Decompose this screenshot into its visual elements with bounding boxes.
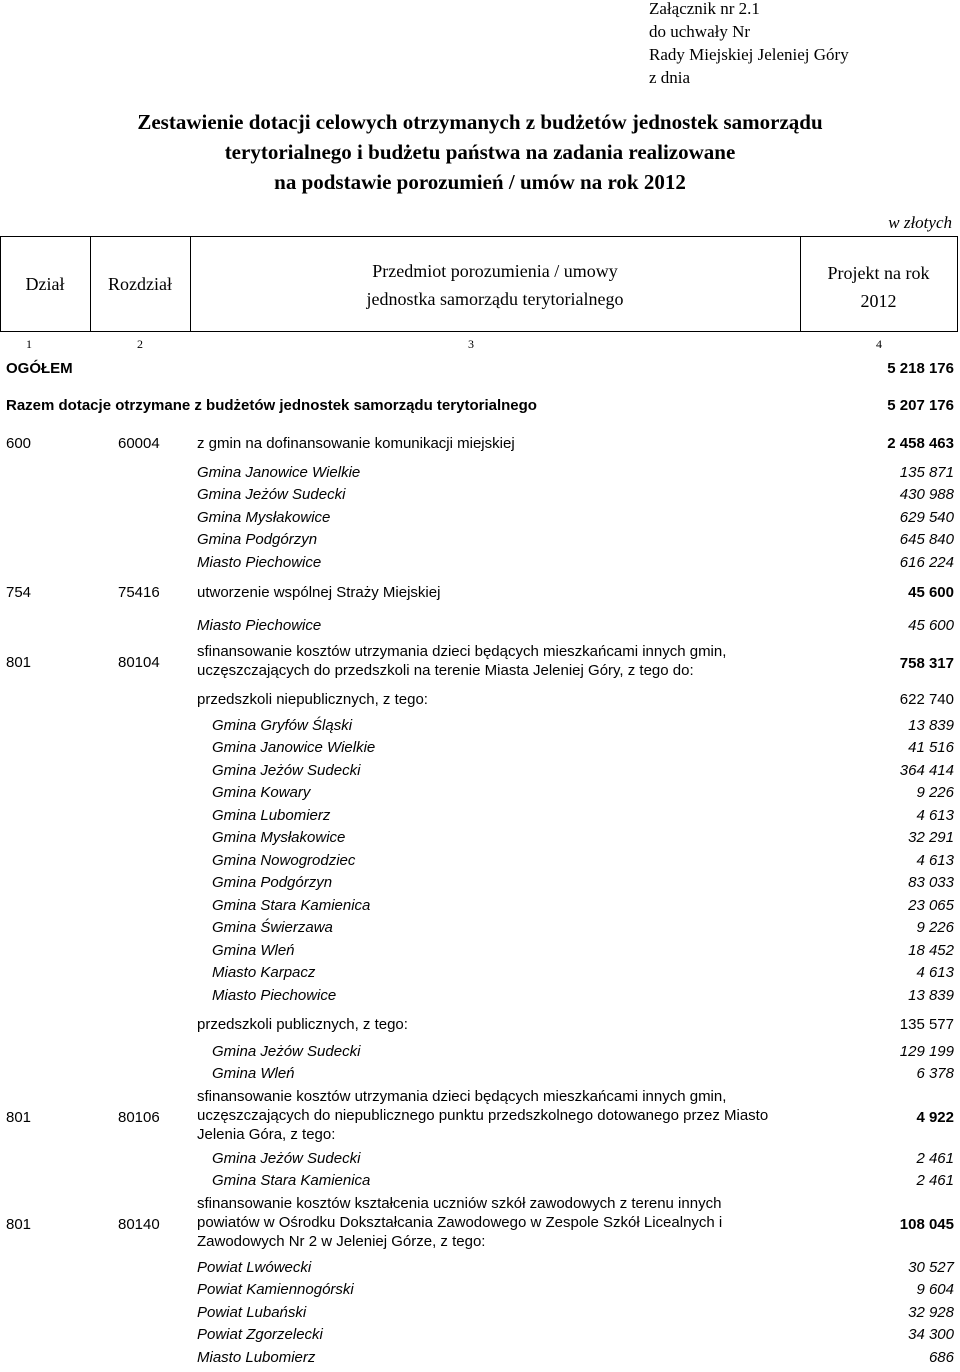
- item-name: Gmina Jeżów Sudecki: [212, 1043, 361, 1060]
- item-name: Gmina Wleń: [212, 1065, 295, 1082]
- section-value: 108 045: [899, 1216, 954, 1233]
- item-value: 4 613: [916, 852, 954, 869]
- item-value: 32 291: [908, 829, 954, 846]
- subgroup-label: przedszkoli publicznych, z tego:: [197, 1016, 408, 1033]
- item-name: Miasto Piechowice: [197, 554, 322, 571]
- item-name: Miasto Piechowice: [212, 987, 337, 1004]
- header-top-rule: [0, 236, 958, 237]
- item-value: 13 839: [908, 717, 954, 734]
- item-value: 616 224: [899, 554, 954, 571]
- list-item: [0, 1257, 960, 1279]
- list-item: [0, 1302, 960, 1324]
- section-description: sfinansowanie kosztów kształcenia uczniów szkół zawodowych z terenu innych powiatów w Ośrodku Dokształcania Zawodowego w Zespole Szkół Licealnych i Zawodowych Nr 2 w Jeleniej Górze, z tego:: [197, 1195, 723, 1250]
- list-item: [0, 1063, 960, 1085]
- jst-total-label: Razem dotacje otrzymane z budżetów jednostek samorządu terytorialnego: [6, 397, 537, 414]
- list-item: [0, 1347, 960, 1369]
- list-item: [0, 940, 960, 962]
- section-value: 4 922: [916, 1109, 954, 1126]
- item-value: 45 600: [908, 617, 954, 634]
- item-name: Gmina Stara Kamienica: [212, 1172, 371, 1189]
- total-label: OGÓŁEM: [6, 360, 73, 377]
- item-name: Gmina Wleń: [212, 942, 295, 959]
- section-dzial: 754: [6, 584, 32, 601]
- document-title-line-1: Zestawienie dotacji celowych otrzymanych z budżetów jednostek samorządu: [137, 110, 823, 134]
- column-number-2: 2: [137, 337, 143, 351]
- annex-line-1: Załącznik nr 2.1: [649, 0, 760, 18]
- item-name: Gmina Mysłakowice: [197, 509, 331, 526]
- list-item: [0, 805, 960, 827]
- list-item: [0, 917, 960, 939]
- list-item: [0, 507, 960, 529]
- section-value: 2 458 463: [887, 435, 954, 452]
- section-rozdzial: 80104: [118, 654, 160, 671]
- annex-line-4: z dnia: [649, 68, 691, 87]
- subgroup-row: [0, 689, 960, 711]
- item-value: 2 461: [916, 1172, 954, 1189]
- list-item: [0, 827, 960, 849]
- item-value: 34 300: [908, 1326, 954, 1343]
- section-dzial: 801: [6, 1216, 32, 1233]
- section-dzial: 801: [6, 654, 32, 671]
- item-name: Gmina Kowary: [212, 784, 311, 801]
- header-projekt-line-2: 2012: [860, 291, 897, 311]
- section-value: 45 600: [908, 584, 954, 601]
- total-value: 5 218 176: [887, 360, 954, 377]
- item-value: 2 461: [916, 1150, 954, 1167]
- list-item: [0, 760, 960, 782]
- subgroup-row: [0, 1014, 960, 1036]
- list-item: [0, 895, 960, 917]
- item-name: Gmina Gryfów Śląski: [212, 717, 353, 734]
- list-item: [0, 615, 960, 637]
- item-name: Powiat Zgorzelecki: [197, 1326, 323, 1343]
- item-name: Gmina Stara Kamienica: [212, 897, 371, 914]
- header-projekt-line-1: Projekt na rok: [827, 263, 930, 283]
- item-name: Gmina Świerzawa: [212, 919, 333, 936]
- list-item: [0, 462, 960, 484]
- item-value: 30 527: [908, 1259, 954, 1276]
- subgroup-label: przedszkoli niepublicznych, z tego:: [197, 691, 428, 708]
- annex-line-2: do uchwały Nr: [649, 22, 751, 41]
- section-60004-row: [0, 433, 960, 455]
- item-value: 18 452: [908, 942, 954, 959]
- section-dzial: 600: [6, 435, 32, 452]
- list-item: [0, 484, 960, 506]
- total-row: [0, 358, 960, 380]
- annex-line-3: Rady Miejskiej Jeleniej Góry: [649, 45, 849, 64]
- jst-total-row: [0, 395, 960, 417]
- item-value: 9 604: [916, 1281, 954, 1298]
- header-rozdzial: Rozdział: [108, 274, 172, 294]
- item-value: 9 226: [916, 784, 954, 801]
- item-value: 686: [928, 1349, 954, 1366]
- subgroup-value: 135 577: [899, 1016, 954, 1033]
- list-item: [0, 1324, 960, 1346]
- list-item: [0, 1041, 960, 1063]
- item-value: 645 840: [899, 531, 954, 548]
- list-item: [0, 782, 960, 804]
- item-value: 4 613: [916, 964, 954, 981]
- item-name: Powiat Lubański: [197, 1304, 307, 1321]
- column-number-4: 4: [876, 337, 882, 351]
- header-dzial: Dział: [25, 274, 65, 294]
- list-item: [0, 715, 960, 737]
- item-name: Gmina Jeżów Sudecki: [197, 486, 346, 503]
- item-name: Miasto Piechowice: [197, 617, 322, 634]
- item-value: 629 540: [899, 509, 954, 526]
- item-name: Gmina Janowice Wielkie: [197, 464, 361, 481]
- list-item: [0, 1279, 960, 1301]
- section-rozdzial: 75416: [118, 584, 160, 601]
- section-description: utworzenie wspólnej Straży Miejskiej: [197, 584, 441, 601]
- item-value: 32 928: [908, 1304, 954, 1321]
- item-name: Gmina Mysłakowice: [212, 829, 346, 846]
- list-item: [0, 737, 960, 759]
- subgroup-value: 622 740: [899, 691, 954, 708]
- column-number-3: 3: [468, 337, 474, 351]
- header-border-right: [957, 236, 958, 332]
- section-description: sfinansowanie kosztów utrzymania dzieci będących mieszkańcami innych gmin, uczęszczających do przedszkoli na terenie Miasta Jeleniej Góry, z tego do:: [197, 643, 727, 679]
- section-rozdzial: 60004: [118, 435, 160, 452]
- item-name: Gmina Nowogrodziec: [212, 852, 356, 869]
- item-name: Powiat Kamiennogórski: [197, 1281, 354, 1298]
- section-dzial: 801: [6, 1109, 32, 1126]
- document-title-line-2: terytorialnego i budżetu państwa na zadania realizowane: [224, 140, 736, 164]
- currency-unit: w złotych: [888, 213, 952, 232]
- section-description: z gmin na dofinansowanie komunikacji miejskiej: [197, 435, 515, 452]
- item-value: 6 378: [916, 1065, 954, 1082]
- header-przedmiot-line-2: jednostka samorządu terytorialnego: [366, 289, 624, 309]
- item-name: Gmina Podgórzyn: [212, 874, 333, 891]
- list-item: [0, 850, 960, 872]
- column-number-1: 1: [26, 337, 32, 351]
- section-value: 758 317: [899, 655, 954, 672]
- section-rozdzial: 80106: [118, 1109, 160, 1126]
- list-item: [0, 552, 960, 574]
- list-item: [0, 962, 960, 984]
- item-value: 129 199: [899, 1043, 954, 1060]
- item-name: Miasto Karpacz: [212, 964, 316, 981]
- item-name: Gmina Janowice Wielkie: [212, 739, 376, 756]
- item-name: Gmina Podgórzyn: [197, 531, 318, 548]
- item-value: 430 988: [899, 486, 954, 503]
- header-bottom-rule: [0, 331, 958, 332]
- list-item: [0, 529, 960, 551]
- item-value: 9 226: [916, 919, 954, 936]
- item-value: 135 871: [899, 464, 954, 481]
- jst-total-value: 5 207 176: [887, 397, 954, 414]
- item-value: 13 839: [908, 987, 954, 1004]
- list-item: [0, 985, 960, 1007]
- item-name: Miasto Lubomierz: [197, 1349, 316, 1366]
- list-item: [0, 1148, 960, 1170]
- item-value: 4 613: [916, 807, 954, 824]
- item-name: Powiat Lwówecki: [197, 1259, 312, 1276]
- item-value: 83 033: [908, 874, 954, 891]
- header-przedmiot-line-1: Przedmiot porozumienia / umowy: [372, 261, 618, 281]
- document-title-line-3: na podstawie porozumień / umów na rok 2012: [274, 170, 686, 194]
- item-name: Gmina Jeżów Sudecki: [212, 762, 361, 779]
- item-value: 23 065: [908, 897, 954, 914]
- item-name: Gmina Jeżów Sudecki: [212, 1150, 361, 1167]
- list-item: [0, 872, 960, 894]
- list-item: [0, 1170, 960, 1192]
- item-value: 41 516: [908, 739, 954, 756]
- section-description: sfinansowanie kosztów utrzymania dzieci będących mieszkańcami innych gmin, uczęszczających do niepublicznego punktu przedszkolnego dotowanego przez Miasto Jelenia Góra, z tego:: [197, 1088, 769, 1143]
- section-75416-row: [0, 582, 960, 604]
- section-rozdzial: 80140: [118, 1216, 160, 1233]
- item-name: Gmina Lubomierz: [212, 807, 331, 824]
- item-value: 364 414: [899, 762, 954, 779]
